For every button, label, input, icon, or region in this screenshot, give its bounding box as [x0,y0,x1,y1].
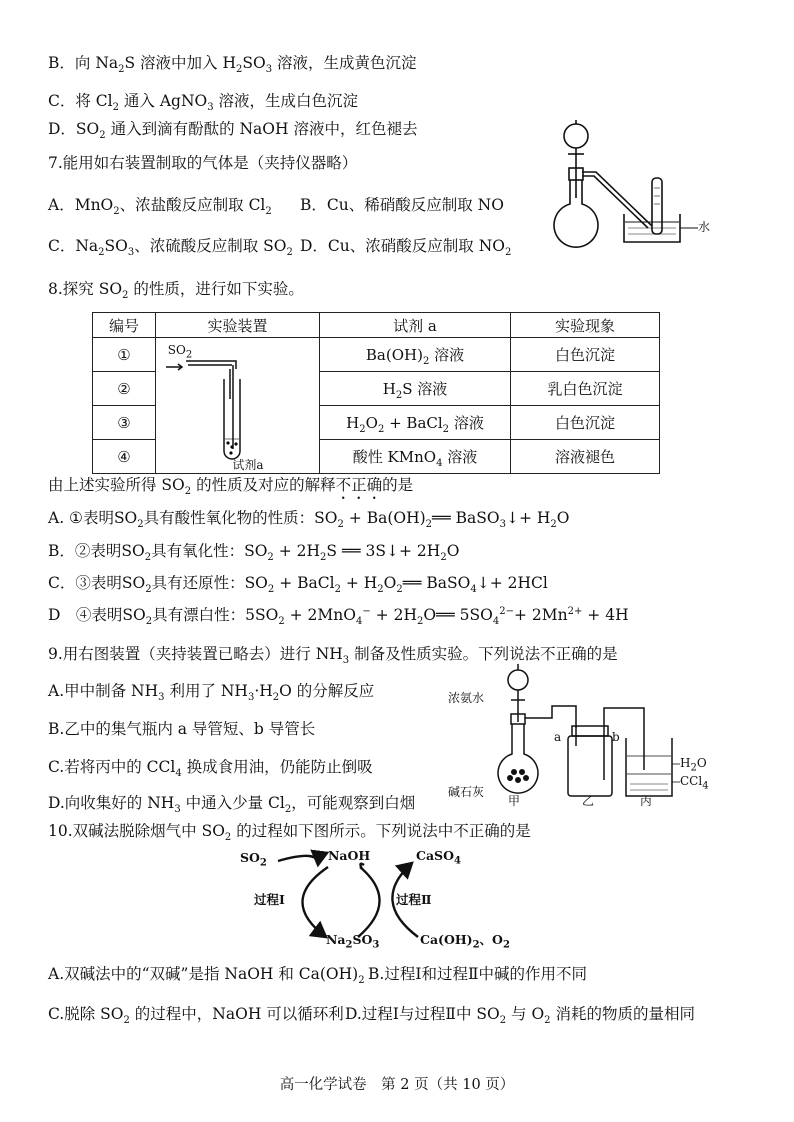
q8-question-pre: 由上述实验所得 $SO_2$ 的性质及对应的解释 [48,476,336,498]
q8-stem: 8.探究 $SO_2$ 的性质，进行如下实验。 [48,280,304,302]
q8-question [48,474,413,503]
reagent-cell: $Ba(OH)_2$ 溶液 [320,338,511,372]
tube-b-label: b [612,730,620,744]
q7-stem: 7.能用如右装置制取的气体是（夹持仪器略） [48,154,358,172]
caso4-node: CaSO$_4$ [416,848,461,867]
table-header: 试剂 a [320,313,511,338]
row-number: ① [93,338,156,372]
phenomenon-cell: 乳白色沉淀 [511,372,660,406]
double-alkali-cycle-diagram [240,845,530,957]
yi-label: 乙 [582,794,595,808]
q9-option-b: B.乙中的集气瓶内 a 导管短、b 导管长 [48,720,316,738]
phenomenon-cell: 白色沉淀 [511,338,660,372]
table-row [93,338,660,372]
q8-option-b: B．②表明$SO_2$具有氧化性：$SO_2 + 2H_2S$ ══ 3S↓+ $2H_2O$ [48,542,460,564]
q7-water-label: 水 [698,220,711,234]
reagent-cell: $H_2S$ 溶液 [320,372,511,406]
bing-label: 丙 [640,794,653,808]
q9-stem: 9.用右图装置（夹持装置已略去）进行 $NH_3$ 制备及性质实验。下列说法不正确的是 [48,645,618,667]
naoh-node: NaOH [328,848,371,863]
process-1-label: 过程Ⅰ [254,892,285,907]
q9-option-d: D.向收集好的 $NH_3$ 中通入少量 $Cl_2$，可能观察到白烟 [48,794,416,816]
q7-option-b: B．Cu、稀硝酸反应制取 NO [300,196,504,214]
na2so3-node: $Na_2SO_3$ [326,932,380,951]
soda-lime-label: 碱石灰 [448,785,485,799]
q9-apparatus-figure [448,660,718,810]
table-header: 编号 [93,313,156,338]
q9-option-a: A.甲中制备 $NH_3$ 利用了 $NH_3\cdot H_2O$ 的分解反应 [48,682,375,704]
q10-option-d: D.过程Ⅰ与过程Ⅱ中 $SO_2$ 与 $O_2$ 消耗的物质的量相同 [345,1005,695,1027]
process-2-label: 过程Ⅱ [396,892,432,907]
row-number: ③ [93,406,156,440]
h2o-label: $H_2O$ [680,756,707,772]
q10-option-c: C.脱除 $SO_2$ 的过程中，NaOH 可以循环利 [48,1005,344,1027]
q10-stem: 10.双碱法脱除烟气中 $SO_2$ 的过程如下图所示。下列说法中不正确的是 [48,822,531,844]
so2-node: $SO_2$ [240,850,267,869]
ammonia-water-label: 浓氨水 [448,691,485,705]
tube-a-label: a [554,730,562,744]
ccl4-label: CCl$_4$ [680,774,709,790]
q8-option-c: C．③表明$SO_2$具有还原性：$SO_2$ + BaCl$_2$ + $H_2O_2══$ BaSO$_4$↓+ 2HCl [48,574,548,596]
q10-option-a: A.双碱法中的“双碱”是指 NaOH 和 $Ca(OH)_2$ [48,965,365,987]
table-header: 实验现象 [511,313,660,338]
test-tube-figure [158,339,318,473]
table-header: 实验装置 [156,313,320,338]
q8-option-a: A. ①表明$SO_2$具有酸性氧化物的性质：$SO_2$ + $Ba(OH)_2══$ BaSO$_3$↓+ $H_2O$ [48,509,570,531]
q7-option-c: C．$Na_2SO_3$、浓硫酸反应制取 $SO_2$ [48,237,293,259]
row-number: ② [93,372,156,406]
q6-option-d: D．$SO_2$ 通入到滴有酚酞的 NaOH 溶液中，红色褪去 [48,120,418,142]
q7-apparatus-figure [548,118,728,258]
row-number: ④ [93,440,156,474]
caoh2-o2-node: $Ca(OH)_2$、$O_2$ [420,932,510,951]
page-footer: 高一化学试卷 第 2 页（共 10 页） [279,1077,515,1093]
q7-option-d: D．Cu、浓硝酸反应制取 $NO_2$ [300,237,512,259]
q6-option-c: C．将 $Cl_2$ 通入 AgNO$_3$ 溶液，生成白色沉淀 [48,92,359,114]
reagent-cell: $H_2O_2$ + BaCl$_2$ 溶液 [320,406,511,440]
jia-label: 甲 [508,794,521,808]
q7-option-a: A．MnO$_2$、浓盐酸反应制取 $Cl_2$ [48,196,272,218]
experiment-table [92,312,660,474]
q9-option-c: C.若将丙中的 CCl$_4$ 换成食用油，仍能防止倒吸 [48,758,373,780]
reagent-cell: 酸性 KMnO$_4$ 溶液 [320,440,511,474]
phenomenon-cell: 溶液褪色 [511,440,660,474]
q6-option-b: B．向 $Na_2S$ 溶液中加入 $H_2SO_3$ 溶液，生成黄色沉淀 [48,54,417,76]
reagent-a-label: 试剂a [231,457,264,472]
apparatus-cell [156,338,320,474]
q10-option-b: B.过程Ⅰ和过程Ⅱ中碱的作用不同 [368,965,587,983]
phenomenon-cell: 白色沉淀 [511,406,660,440]
q8-question-post: 的是 [382,476,414,494]
q8-option-d: D ④表明$SO_2$具有漂白性：$5SO_2 + 2MnO_4^-$ + $2H_2O══$ $5SO_4^{2-}+ 2Mn^{2+} + 4H$ [48,605,629,628]
so2-gas-label: $SO_2$ [167,342,192,360]
q8-question-emphasis: 不正确 [335,476,383,494]
